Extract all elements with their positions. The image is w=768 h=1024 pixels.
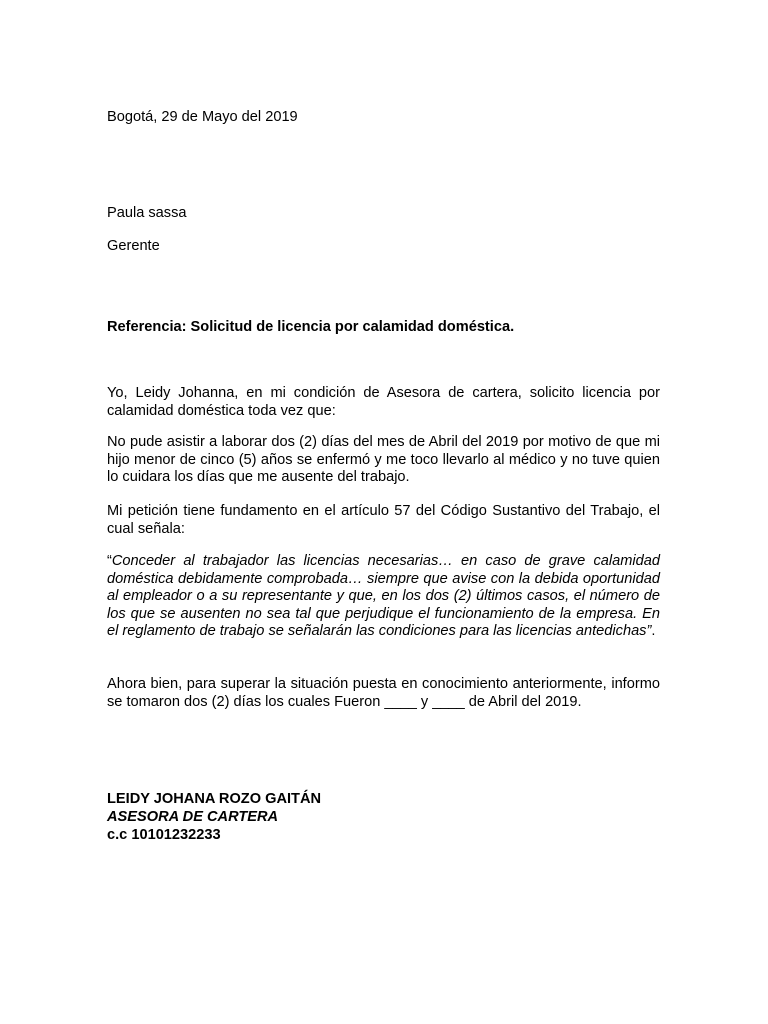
paragraph-dates: Ahora bien, para superar la situación puesta en conocimiento anteriormente, informo se tomaron dos (2) días los cuales Fueron ____ y ____ de Abril del 2019. bbox=[107, 676, 660, 710]
signature-id: c.c 10101232233 bbox=[107, 827, 221, 843]
signature-name: LEIDY JOHANA ROZO GAITÁN bbox=[107, 791, 322, 807]
recipient-name: Paula sassa bbox=[107, 205, 187, 221]
paragraph-intro: Yo, Leidy Johanna, en mi condición de Asesora de cartera, solicito licencia por calamidad doméstica toda vez que: bbox=[107, 385, 660, 419]
legal-quote bbox=[107, 553, 660, 641]
signature-role: ASESORA DE CARTERA bbox=[107, 809, 279, 825]
recipient-title: Gerente bbox=[107, 238, 160, 254]
letter-date: Bogotá, 29 de Mayo del 2019 bbox=[107, 109, 298, 125]
quote-text: Conceder al trabajador las licencias necesarias… en caso de grave calamidad doméstica debidamente comprobada… siempre que avise con la debida oportunidad al empleador o a su representante y que, en los dos (2) últimos casos, el número de los que se ausenten no sea tal que perjudique el funcionamiento de la empresa. En el reglamento de trabajo se señalarán las condiciones para las licencias antedichas” bbox=[107, 553, 660, 639]
quote-open-mark: “ bbox=[107, 553, 112, 569]
quote-close-mark: . bbox=[651, 623, 656, 639]
paragraph-reason: No pude asistir a laborar dos (2) días del mes de Abril del 2019 por motivo de que mi hijo menor de cinco (5) años se enfermó y me toco llevarlo al médico y no tuve quien lo cuidara los días que me ausente del trabajo. bbox=[107, 434, 660, 485]
paragraph-legal-basis: Mi petición tiene fundamento en el artículo 57 del Código Sustantivo del Trabajo, el cual señala: bbox=[107, 503, 660, 537]
letter-reference: Referencia: Solicitud de licencia por calamidad doméstica. bbox=[107, 319, 515, 335]
